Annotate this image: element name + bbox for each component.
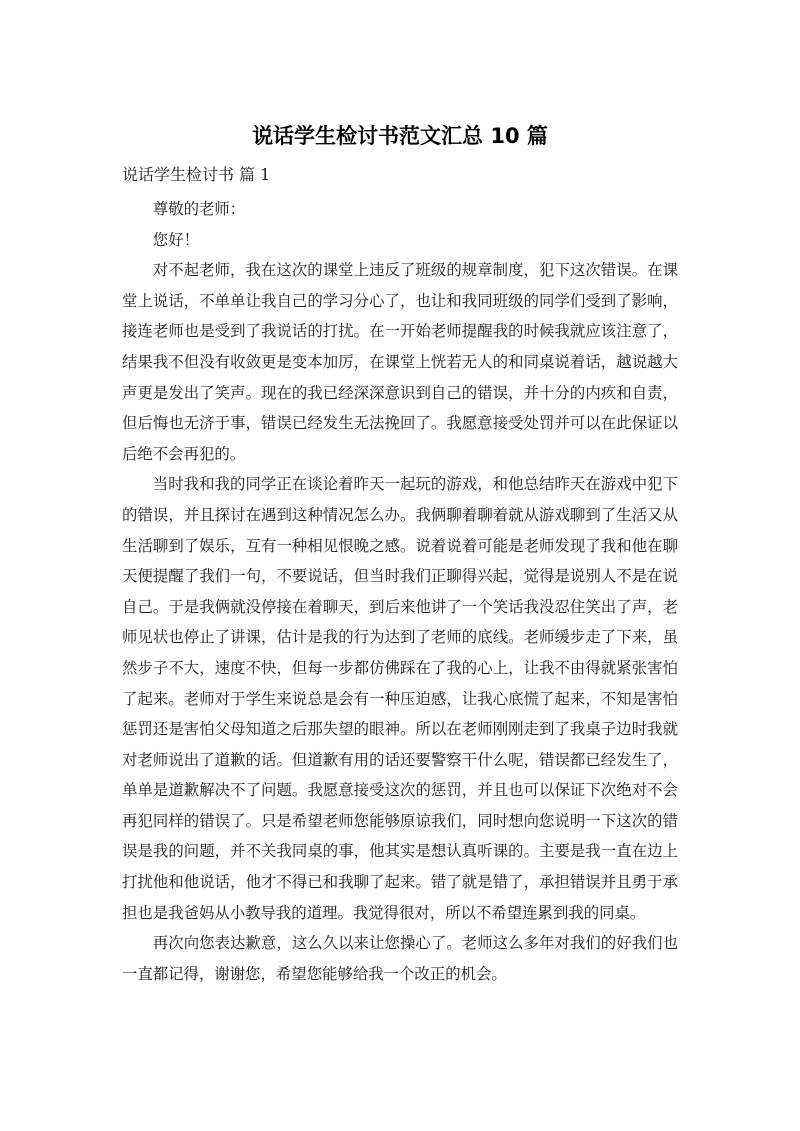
body-paragraph: 再次向您表达歉意，这么久以来让您操心了。老师这么多年对我们的好我们也一直都记得，谢谢您，希望您能够给我一个改正的机会。 <box>122 934 678 983</box>
greeting: 您好！ <box>152 230 199 249</box>
section-heading: 说话学生检讨书 篇 1 <box>122 165 271 184</box>
body-paragraph: 当时我和我的同学正在谈论着昨天一起玩的游戏，和他总结昨天在游戏中犯下的错误，并且探讨在遇到这种情况怎么办。我俩聊着聊着就从游戏聊到了生活又从生活聊到了娱乐，互有一种相见恨晚之感。说着说着可能是老师发现了我和他在聊天便提醒了我们一句，不要说话，但当时我们正聊得兴起，觉得是说别人不是在说自己。于是我俩就没停接在着聊天，到后来他讲了一个笑话我没忍住笑出了声，老师见状也停止了讲课，估计是我的行为达到了老师的底线。老师缓步走了下来，虽然步子不大，速度不快，但每一步都仿佛踩在了我的心上，让我不由得就紧张害怕了起来。老师对于学生来说总是会有一种压迫感，让我心底慌了起来，不知是害怕惩罚还是害怕父母知道之后那失望的眼神。所以在老师刚刚走到了我桌子边时我就对老师说出了道歉的话。但道歉有用的话还要警察干什么呢，错误都已经发生了，单单是道歉解决不了问题。我愿意接受这次的惩罚，并且也可以保证下次绝对不会再犯同样的错误了。只是希望老师您能够原谅我们，同时想向您说明一下这次的错误是我的问题，并不关我同桌的事，他其实是想认真听课的。主要是我一直在边上打扰他和他说话，他才不得已和我聊了起来。错了就是错了，承担错误并且勇于承担也是我爸妈从小教导我的道理。我觉得很对，所以不希望连累到我的同桌。 <box>122 475 678 922</box>
salutation: 尊敬的老师： <box>152 200 246 218</box>
document-title: 说话学生检讨书范文汇总 10 篇 <box>252 124 548 148</box>
letter-body <box>122 194 678 989</box>
body-paragraph: 对不起老师，我在这次的课堂上违反了班级的规章制度，犯下这次错误。在课堂上说话，不单单让我自己的学习分心了，也让和我同班级的同学们受到了影响，接连老师也是受到了我说话的打扰。在一开始老师提醒我的时候我就应该注意了，结果我不但没有收敛更是变本加厉，在课堂上恍若无人的和同桌说着话，越说越大声更是发出了笑声。现在的我已经深深意识到自己的错误，并十分的内疚和自责，但后悔也无济于事，错误已经发生无法挽回了。我愿意接受处罚并可以在此保证以后绝不会再犯的。 <box>122 261 678 463</box>
